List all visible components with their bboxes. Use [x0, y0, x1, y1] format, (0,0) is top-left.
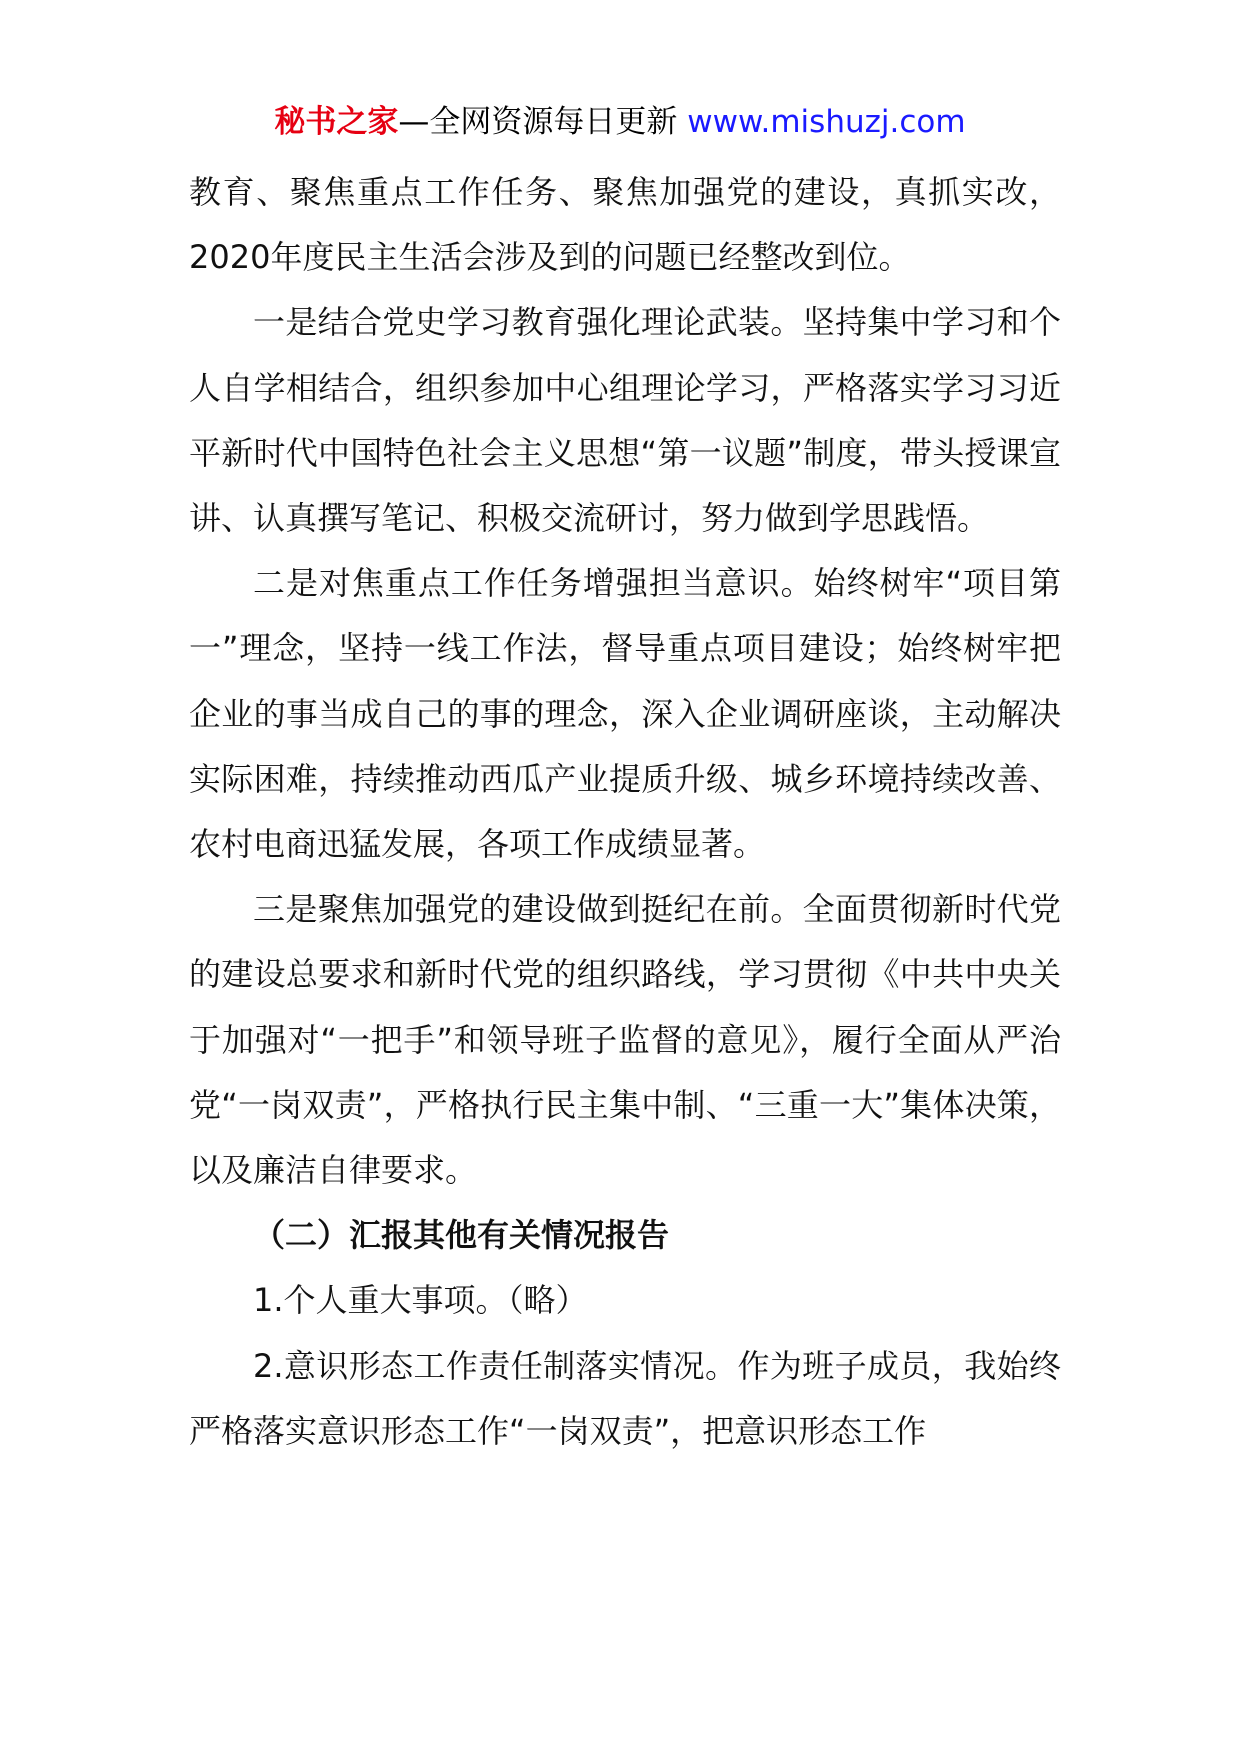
document-body: [189, 160, 1061, 1464]
list-item-personal-matters: 1.个人重大事项。（略）: [253, 1281, 588, 1320]
paragraph-responsibility: 二是对焦重点工作任务增强担当意识。始终树牢“项目第一”理念，坚持一线工作法，督导重点项目建设；始终树牢把企业的事当成自己的事的理念，深入企业调研座谈，主动解决实际困难，持续推动西瓜产业提质升级、城乡环境持续改善、农村电商迅猛发展，各项工作成绩显著。: [189, 564, 1061, 864]
site-url-link[interactable]: www.mishuzj.com: [687, 104, 966, 140]
header-tagline: —全网资源每日更新: [398, 104, 678, 140]
brand-name: 秘书之家: [274, 104, 399, 140]
paragraph-discipline: 三是聚焦加强党的建设做到挺纪在前。全面贯彻新时代党的建设总要求和新时代党的组织路线，学习贯彻《中共中央关于加强对“一把手”和领导班子监督的意见》，履行全面从严治党“一岗双责”，严格执行民主集中制、“三重一大”集体决策，以及廉洁自律要求。: [189, 890, 1061, 1190]
list-item-ideology-work: 2.意识形态工作责任制落实情况。作为班子成员，我始终严格落实意识形态工作“一岗双责”，把意识形态工作: [189, 1346, 1061, 1450]
section-heading: （二）汇报其他有关情况报告: [253, 1216, 670, 1255]
paragraph-theory: 一是结合党史学习教育强化理论武装。坚持集中学习和个人自学相结合，组织参加中心组理论学习，严格落实学习习近平新时代中国特色社会主义思想“第一议题”制度，带头授课宣讲、认真撰写笔记、积极交流研讨，努力做到学思践悟。: [189, 303, 1061, 538]
paragraph-continuation: 教育、聚焦重点工作任务、聚焦加强党的建设，真抓实改，2020年度民主生活会涉及到的问题已经整改到位。: [189, 173, 1061, 277]
page-header: [0, 100, 1240, 144]
